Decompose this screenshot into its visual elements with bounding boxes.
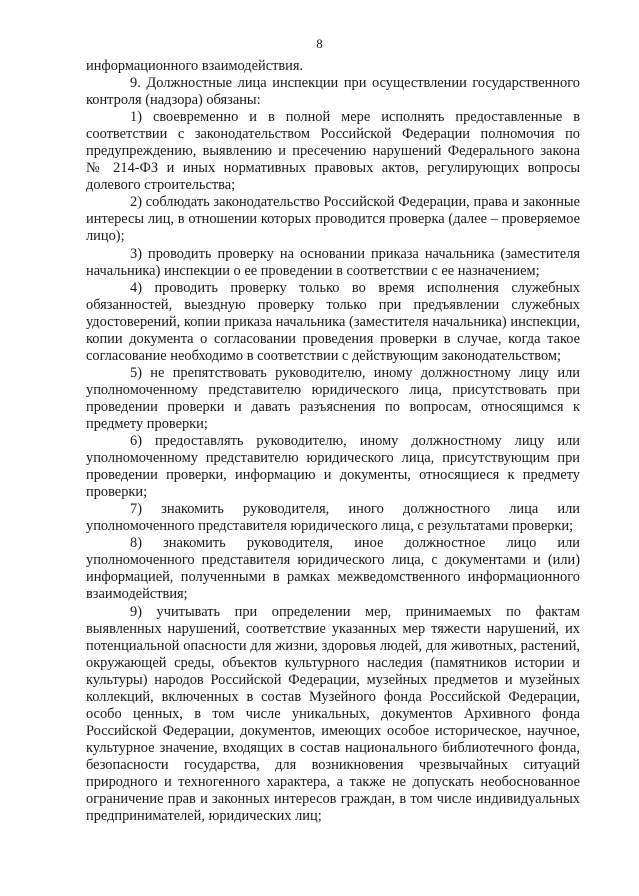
paragraph-item-8: 8) знакомить руководителя, иное должностное лицо или уполномоченного представителя юридического лица, с документами и (или) информацией, полученными в рамках межведомственного информационного взаимодействия; (86, 535, 580, 603)
paragraph-item-7: 7) знакомить руководителя, иного должностного лица или уполномоченного представителя юридического лица, с результатами проверки; (86, 501, 580, 535)
paragraph-item-3: 3) проводить проверку на основании приказа начальника (заместителя начальника) инспекции о ее проведении в соответствии с ее назначением; (86, 245, 580, 279)
paragraph-item-6: 6) предоставлять руководителю, иному должностному лицу или уполномоченному представителю юридического лица, присутствующим при проведении проверки, информацию и документы, относящиеся к предмету проверки; (86, 433, 580, 501)
paragraph-continuation: информационного взаимодействия. (86, 58, 304, 74)
paragraph-clause-9: 9. Должностные лица инспекции при осуществлении государственного контроля (надзора) обязаны: (86, 75, 580, 109)
paragraph-item-2: 2) соблюдать законодательство Российской Федерации, права и законные интересы лиц, в отношении которых проводится проверка (далее – проверяемое лицо); (86, 194, 580, 245)
paragraph-item-9: 9) учитывать при определении мер, принимаемых по фактам выявленных нарушений, соответствие указанных мер тяжести нарушений, их потенциальной опасности для жизни, здоровья людей, для животных, растений, окружающей среды, объектов культурного наследия (памятников истории и культуры) народов Российской Федерации, музейных предметов и музейных коллекций, включенных в состав Музейного фонда Российской Федерации, особо ценных, в том числе уникальных, документов Архивного фонда Российской Федерации, документов, имеющих особое историческое, научное, культурное значение, входящих в состав национального библиотечного фонда, безопасности государства, для возникновения чрезвычайных ситуаций природного и техногенного характера, а также не допускать необоснованное ограничение прав и законных интересов граждан, в том числе индивидуальных предпринимателей, юридических лиц; (86, 603, 580, 825)
paragraph-item-4: 4) проводить проверку только во время исполнения служебных обязанностей, выездную проверку только при предъявлении служебных удостоверений, копии приказа начальника (заместителя начальника) инспекции, копии документа о согласовании проведения проверки в случае, когда такое согласование необходимо в соответствии с действующим законодательством; (86, 279, 580, 364)
paragraph-item-1: 1) своевременно и в полной мере исполнять предоставленные в соответствии с законодательством Российской Федерации полномочия по предупреждению, выявлению и пресечению нарушений Федерального закона № 214-ФЗ и иных нормативных правовых актов, регулирующих вопросы долевого строительства; (86, 109, 580, 194)
paragraph-item-5: 5) не препятствовать руководителю, иному должностному лицу или уполномоченному представителю юридического лица, присутствовать при проведении проверки и давать разъяснения по вопросам, относящимся к предмету проверки; (86, 364, 580, 432)
document-body (86, 58, 580, 825)
page-number: 8 (316, 36, 323, 51)
